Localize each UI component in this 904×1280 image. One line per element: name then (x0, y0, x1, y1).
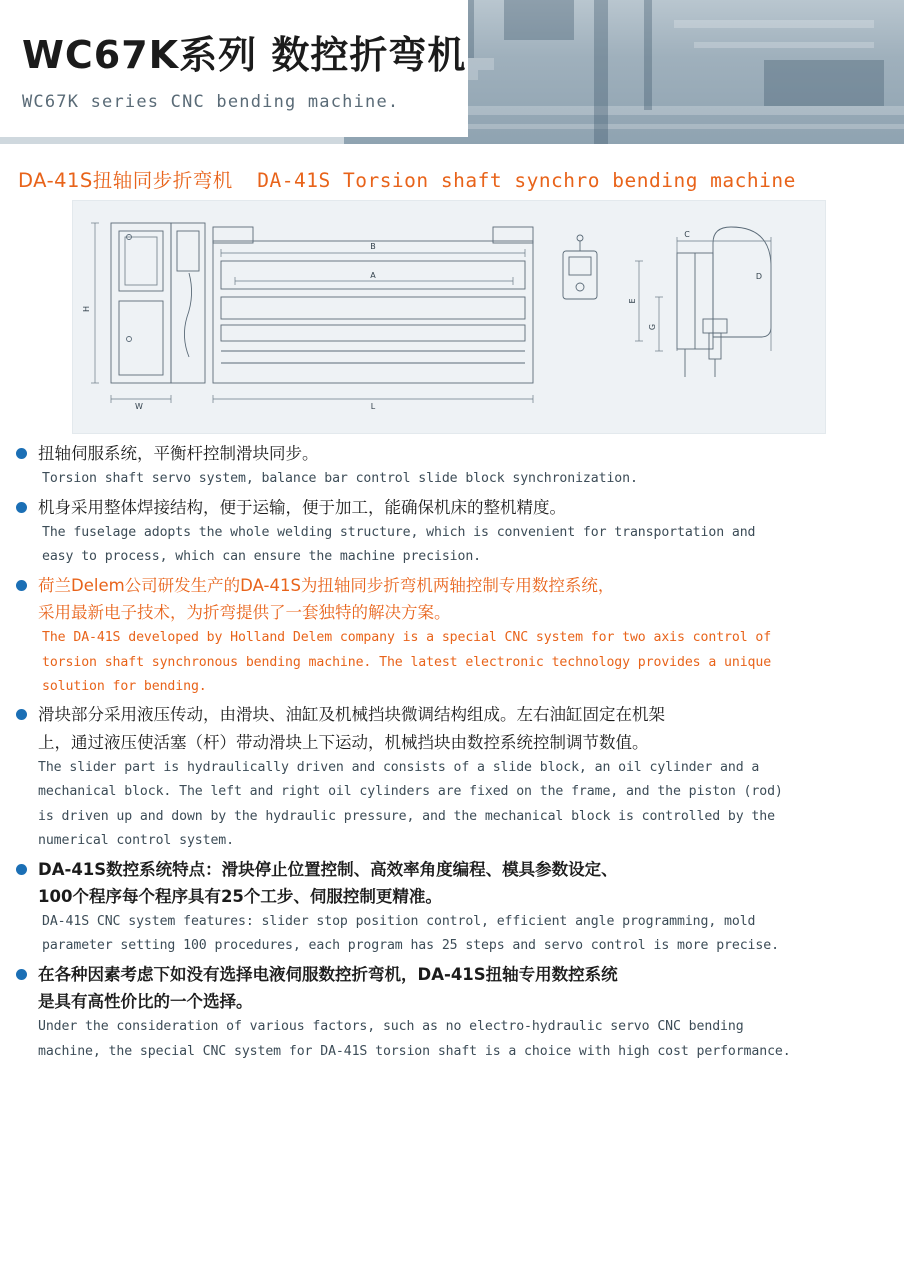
dim-label-a: A (370, 271, 376, 280)
bullet-dot-icon (16, 448, 27, 459)
feature-cn-line: DA-41S数控系统特点：滑块停止位置控制、高效率角度编程、模具参数设定、 (38, 859, 618, 879)
dim-label-l: L (370, 402, 376, 411)
header-band (0, 0, 904, 144)
drawing-svg (73, 201, 825, 433)
bullet-dot-icon (16, 969, 27, 980)
dim-label-c: C (684, 230, 690, 239)
feature-en-line: The DA-41S developed by Holland Delem company is a special CNC system for two axis control of (42, 630, 772, 646)
section-title-cn: DA-41S扭轴同步折弯机 (18, 169, 233, 192)
feature-en-line: Torsion shaft servo system, balance bar control slide block synchronization. (42, 471, 638, 487)
feature-cn-line: 机身采用整体焊接结构，便于运输，便于加工，能确保机床的整机精度。 (38, 497, 566, 517)
bullet-dot-icon (16, 580, 27, 591)
dim-label-w: W (135, 402, 143, 411)
feature-en-line: Under the consideration of various factors, such as no electro-hydraulic servo CNC bending (38, 1019, 744, 1035)
dim-label-h: H (82, 305, 91, 313)
feature-en-line: DA-41S CNC system features: slider stop position control, efficient angle programming, mold (42, 913, 756, 929)
dim-label-e: E (628, 298, 637, 304)
section-title (18, 165, 796, 193)
header-title-box (0, 0, 468, 137)
dim-label-b: B (370, 242, 376, 251)
dim-label-g: G (648, 323, 657, 331)
feature-cn-line: 扭轴伺服系统，平衡杆控制滑块同步。 (38, 444, 319, 463)
feature-en-line: solution for bending. (42, 678, 207, 694)
bullet-dot-icon (16, 709, 27, 720)
bullet-dot-icon (16, 864, 27, 875)
feature-en-line: The slider part is hydraulically driven and consists of a slide block, an oil cylinder and a (38, 759, 760, 775)
feature-en-line: is driven up and down by the hydraulic pressure, and the mechanical block is controlled by the (38, 808, 775, 824)
dim-label-d: D (755, 272, 763, 281)
feature-en-line: machine, the special CNC system for DA-41S torsion shaft is a choice with high cost performance. (38, 1043, 791, 1059)
feature-en-line: easy to process, which can ensure the machine precision. (42, 549, 482, 565)
feature-cn-line: 100个程序每个程序具有25个工步、伺服控制更精准。 (38, 886, 442, 906)
feature-cn-line: 采用最新电子技术，为折弯提供了一套独特的解决方案。 (38, 602, 451, 622)
list-item (0, 701, 904, 853)
feature-en-line: parameter setting 100 procedures, each program has 25 steps and servo control is more precise. (42, 938, 779, 954)
feature-cn-line: 上，通过液压使活塞（杆）带动滑块上下运动，机械挡块由数控系统控制调节数值。 (38, 732, 649, 752)
list-item (0, 856, 904, 959)
feature-cn-line: 是具有高性价比的一个选择。 (38, 992, 253, 1012)
feature-cn-line: 滑块部分采用液压传动，由滑块、油缸及机械挡块微调结构组成。左右油缸固定在机架 (38, 705, 665, 725)
section-title-en: DA-41S Torsion shaft synchro bending machine (257, 169, 796, 192)
feature-en-line: mechanical block. The left and right oil cylinders are fixed on the frame, and the piston (rod) (38, 784, 783, 800)
list-item (0, 961, 904, 1064)
feature-cn-line: 在各种因素考虑下如没有选择电液伺服数控折弯机，DA-41S扭轴专用数控系统 (38, 964, 618, 984)
list-item-highlight (0, 572, 904, 700)
feature-en-line: The fuselage adopts the whole welding structure, which is convenient for transportation and (42, 524, 756, 540)
page-title-cn: WC67K系列 数控折弯机 (22, 33, 467, 77)
feature-en-line: numerical control system. (38, 833, 234, 849)
feature-en-line: torsion shaft synchronous bending machine. The latest electronic technology provides a unique (42, 654, 772, 670)
list-item (0, 440, 904, 492)
feature-list (0, 440, 904, 1066)
list-item (0, 494, 904, 570)
feature-cn-line: 荷兰Delem公司研发生产的DA-41S为扭轴同步折弯机两轴控制专用数控系统， (38, 575, 615, 595)
machine-technical-drawing (72, 200, 826, 434)
bullet-dot-icon (16, 502, 27, 513)
page-title-en: WC67K series CNC bending machine. (22, 92, 400, 112)
